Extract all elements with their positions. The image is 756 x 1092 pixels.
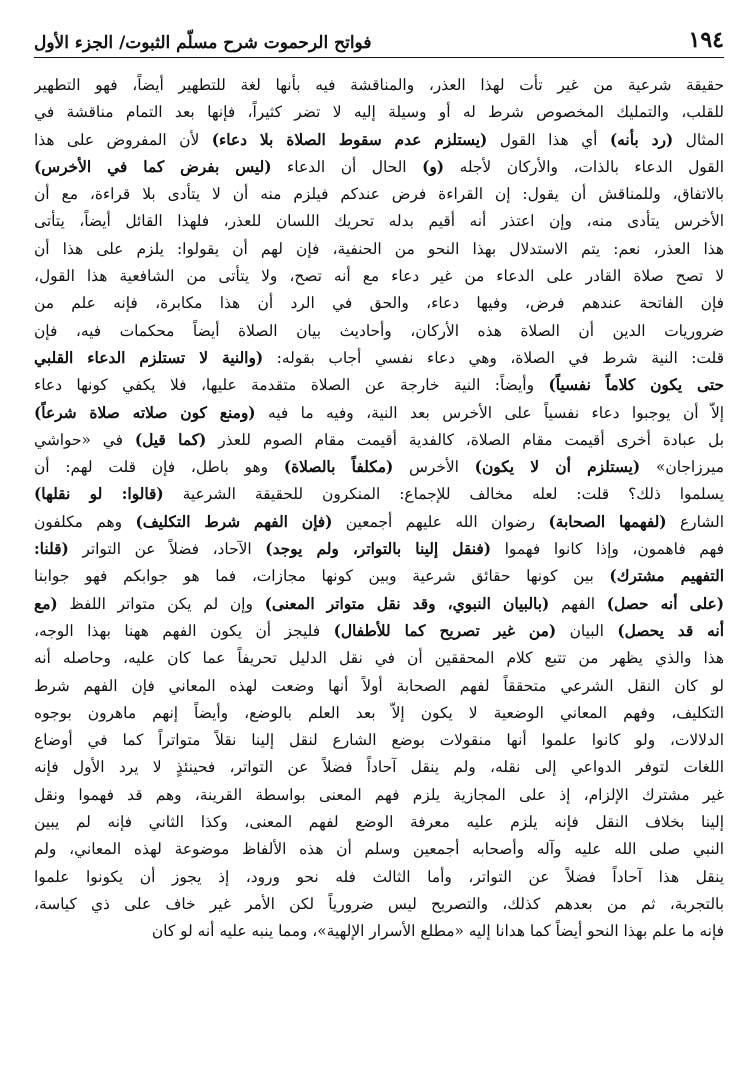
body-text xyxy=(34,72,724,946)
text-line xyxy=(34,181,724,208)
commentary-text: ضروريات الدين أن الصلاة هذه الأركان، وأحاديث بيان الصلاة أيضاً محكمات فيه، فإن xyxy=(34,321,724,340)
matn-text: (مع xyxy=(34,594,58,613)
matn-text: (و) xyxy=(422,157,445,176)
text-line xyxy=(34,509,724,536)
text-line xyxy=(34,618,724,645)
text-line xyxy=(34,345,724,372)
commentary-text: وهم مكلفون xyxy=(34,512,136,531)
commentary-text: القول الدعاء بالذات، والأركان لأجله xyxy=(444,157,724,176)
text-line xyxy=(34,563,724,590)
commentary-text: وهو باطل، فإن قلت لهم: أن xyxy=(34,458,284,477)
commentary-text: قلت: النية شرط في الصلاة، وهي دعاء نفسي أجاب بقوله: xyxy=(263,348,724,367)
commentary-text: إلينا بخلاف النقل فإنه يلزم عليه معرفة الوضع لفهم المعنى، وكذا الثاني فإنه لم يبين xyxy=(34,813,724,832)
matn-text: (مكلفاً بالصلاة) xyxy=(283,458,394,477)
text-line xyxy=(34,809,724,836)
commentary-text: المثال xyxy=(673,130,724,149)
commentary-text: ميرزاجان» xyxy=(640,458,724,477)
text-line xyxy=(34,645,724,672)
commentary-text: الآحاد، فضلاً عن التواتر xyxy=(68,540,266,559)
matn-text: (يستلزم عدم سقوط الصلاة بلا دعاء) xyxy=(211,130,488,149)
matn-text: (فإن الفهم شرط التكليف) xyxy=(135,512,333,531)
page-header xyxy=(34,24,724,58)
text-line xyxy=(34,481,724,508)
commentary-text: بالتجربة، ثم من بعدهم كذلك، والتصريح ليس ضرورياً لكن الأمر غير خاف على ذي كياسة، xyxy=(34,894,724,913)
matn-text: حتى يكون كلاماً نفسياً) xyxy=(548,376,724,395)
matn-text: (كما قيل) xyxy=(134,430,207,449)
commentary-text: هذا العذر، نعم: يتم الاستدلال بهذا النحو من الحنفية، فإن لهم أن يقولوا: يلزم على هذا أن xyxy=(34,239,724,258)
commentary-text: غير مشترك الإلزام، إذ على المجازية يلزم فهم المعنى بواسطة القرينة، وهم قد فهموا ونقل xyxy=(34,785,724,804)
commentary-text: يسلموا ذلك؟ قلت: لعله مخالف للإجماع: المنكرون للحقيقة الشرعية xyxy=(163,485,724,504)
commentary-text: بين كونها حقائق شرعية وبين كونها مجازات، فما هو جوابكم فهو جوابنا xyxy=(34,567,610,586)
matn-text: (قالوا: لو نقلها) xyxy=(34,485,164,504)
matn-text: (على أنه حصل) xyxy=(606,594,724,613)
commentary-text: النبي صلى الله عليه وآله وأصحابه أجمعين وسلم أن هذه الألفاظ موضوعة لهذه المعاني، ولم xyxy=(34,840,724,859)
text-line xyxy=(34,372,724,399)
commentary-text: فإن الفاتحة عندهم فرض، وفيها دعاء، والحق في الرد أن هذا مكابرة، فإنه علم من xyxy=(34,294,724,313)
text-line xyxy=(34,891,724,918)
text-line xyxy=(34,263,724,290)
commentary-text: بل عبادة أخرى أقيمت مقام الصلاة، كالفدية أقيمت مقام الصوم للعذر xyxy=(206,430,724,449)
commentary-text: الأخرس xyxy=(393,458,475,477)
commentary-text: هذا والذي يظهر من تتبع كلام المحققين أن في نقل الدليل تحريفاً عما كان عليه، وحاصله أنه xyxy=(34,649,724,668)
text-line xyxy=(34,427,724,454)
text-line xyxy=(34,591,724,618)
document-page xyxy=(34,24,724,1074)
text-line xyxy=(34,454,724,481)
text-line xyxy=(34,127,724,154)
commentary-text: فليجز أن يكون الفهم ههنا بهذا الوجه، xyxy=(34,621,334,640)
matn-text: أنه قد يحصل) xyxy=(617,621,724,640)
text-line xyxy=(34,673,724,700)
commentary-text: للقلب، والتمليك المخصوص شرط له أو وسيلة إليه لا تضر كثيراً، فإنها بعد التمام مناقشة في xyxy=(34,103,724,122)
commentary-text: ينقل هذا آحاداً فضلاً عن التواتر، وأما الثالث فله نحو ورود، إذ يجوز أن يكونوا علموا xyxy=(34,867,724,886)
text-line xyxy=(34,836,724,863)
matn-text: (من غير تصريح كما للأطفال) xyxy=(333,621,557,640)
text-line xyxy=(34,318,724,345)
matn-text: (ومنع كون صلاته صلاة شرعاً) xyxy=(34,403,256,422)
commentary-text: فهم فاهمون، وإذا كانوا فهموا xyxy=(491,540,724,559)
commentary-text: أي هذا القول xyxy=(487,130,610,149)
commentary-text: لأن المفروض على هذا xyxy=(34,130,212,149)
matn-text: (فنقل إلينا بالتواتر، ولم يوجد) xyxy=(265,540,492,559)
commentary-text: الشارع xyxy=(666,512,724,531)
commentary-text: في «حواشي xyxy=(34,430,135,449)
matn-text: (يستلزم أن لا يكون) xyxy=(474,458,641,477)
matn-text: (بالبيان النبوي، وقد نقل متواتر المعنى) xyxy=(264,594,550,613)
page-number: ١٩٤ xyxy=(688,27,724,53)
matn-text: (ليس بفرض كما في الأخرس) xyxy=(34,157,272,176)
commentary-text: اللغات لتوفر الدواعي إلى نقله، ولم ينقل آحاداً فضلاً عن التواتر، فحينئذٍ لا يرد الأول فإنه xyxy=(34,758,724,777)
commentary-text: التكليف، وفهم المعاني الوضعية لا يكون إلاّ بعد العلم بالوضع، وأيضاً إنهم ماهرون بوجوه xyxy=(34,703,724,722)
commentary-text: لا تصح صلاة القادر على الدعاء من غير دعاء مع أنه تصح، ولا يتأتى من الشافعية هذا القول، xyxy=(34,267,724,286)
commentary-text: إلاّ أن يوجبوا دعاء نفسياً على الأخرس بعد النية، وفيه ما فيه xyxy=(255,403,724,422)
text-line xyxy=(34,99,724,126)
commentary-text: لو كان النقل الشرعي متحققاً لفهم الصحابة أولاً أنها وضعت لهذه المعاني فإن الفهم شرط xyxy=(34,676,724,695)
matn-text: (لفهمها الصحابة) xyxy=(548,512,667,531)
commentary-text: حقيقة شرعية من غير تأت لهذا العذر، والمناقشة فيه بأنها لغة للتطهير أيضاً، فهو التطهير xyxy=(34,76,724,94)
commentary-text: البيان xyxy=(556,621,618,640)
matn-text: (والنية لا تستلزم الدعاء القلبي xyxy=(34,348,264,367)
commentary-text: فإنه ما علم بهذا النحو أيضاً كما هدانا إليه «مطلع الأسرار الإلهية»، ومما ينبه عليه أنه لو كان xyxy=(151,922,724,941)
commentary-text: وأيضاً: النية خارجة عن الصلاة متقدمة عليها، فلا يكفي كونها دعاء xyxy=(34,376,549,395)
commentary-text: الفهم xyxy=(549,594,607,613)
text-line xyxy=(34,290,724,317)
matn-text: (قلنا: xyxy=(34,540,69,559)
commentary-text: بالاتفاق، وللمناقش أن يقول: إن القراءة فرض عندكم فيلزم منه أن لا يتأدى بلا قراءة، مع أن xyxy=(34,185,724,204)
text-line xyxy=(34,208,724,235)
matn-text: التفهيم مشترك) xyxy=(609,567,724,586)
text-line xyxy=(34,72,724,99)
text-line xyxy=(34,400,724,427)
text-line xyxy=(34,864,724,891)
text-line xyxy=(34,536,724,563)
commentary-text: وإن لم يكن متواتر اللفظ xyxy=(57,594,265,613)
text-line xyxy=(34,782,724,809)
text-line xyxy=(34,727,724,754)
matn-text: (رد بأنه) xyxy=(609,130,674,149)
commentary-text: الحال أن الدعاء xyxy=(271,157,423,176)
commentary-text: الأخرس يتأدى منه، وإن اعتذر أنه أقيم بدله تحريك اللسان للعذر، فلهذا القائل أيضاً، يتأتى xyxy=(34,212,724,231)
text-line xyxy=(34,918,724,945)
text-line xyxy=(34,700,724,727)
text-line xyxy=(34,236,724,263)
text-line xyxy=(34,154,724,181)
running-title: فواتح الرحموت شرح مسلّم الثبوت/ الجزء الأول xyxy=(34,33,372,53)
commentary-text: الدلالات، ولو كانوا علموا أنها منقولات بوضع الشارع لنقل إلينا نقلاً متواتراً كما في أوضاع xyxy=(34,731,724,750)
text-line xyxy=(34,754,724,781)
commentary-text: رضوان الله عليهم أجمعين xyxy=(332,512,549,531)
